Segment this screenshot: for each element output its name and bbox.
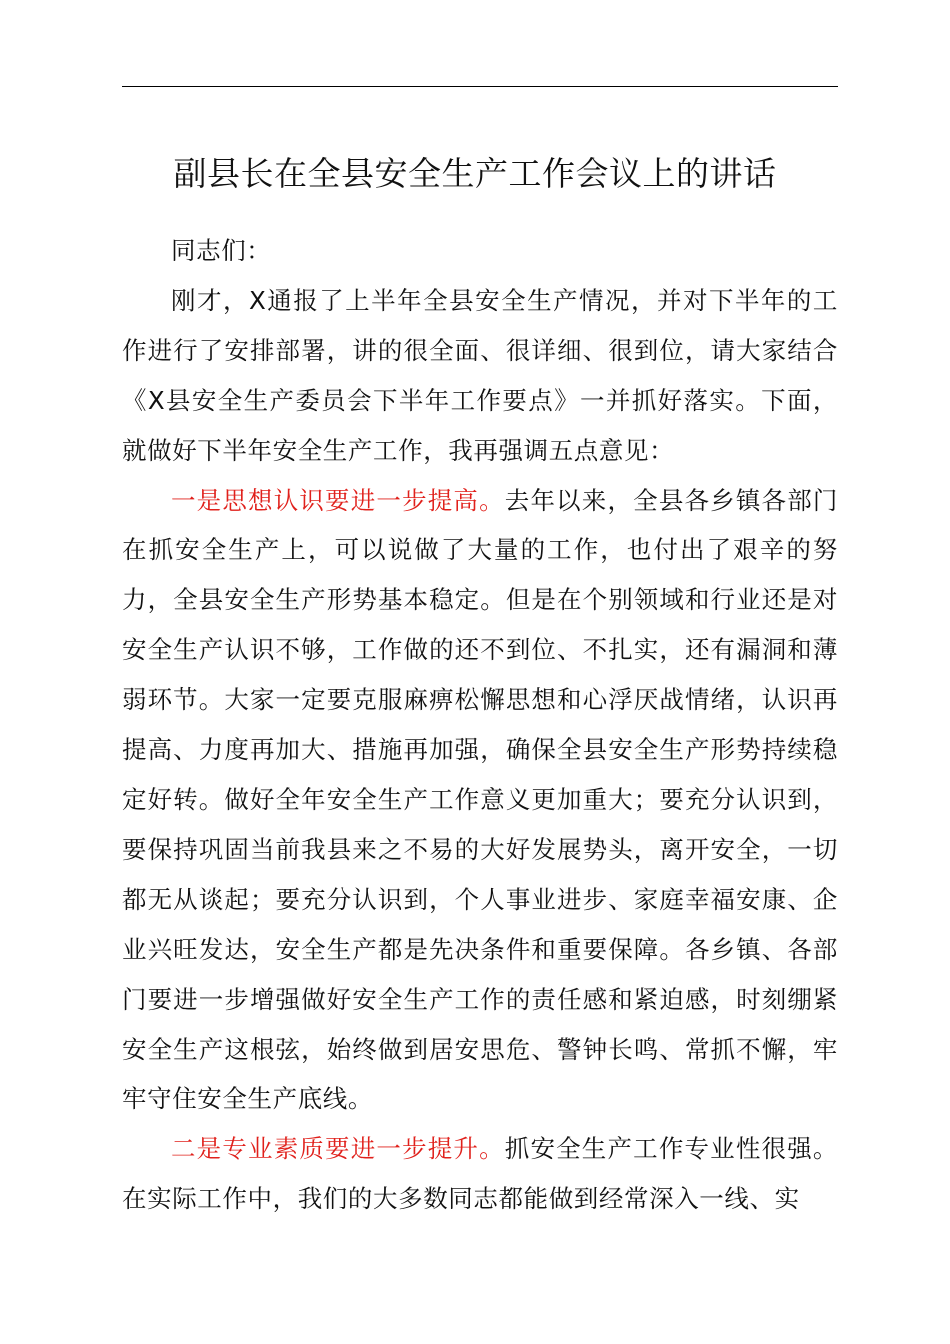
paragraph-text: 刚才，X通报了上半年全县安全生产情况，并对下半年的工作进行了安排部署，讲的很全面、很详细、很到位，请大家结合《X县安全生产委员会下半年工作要点》一并抓好落实。下面，就做好下半年安全生产工作，我再强调五点意见： — [122, 285, 838, 465]
paragraph-text: 抓安全生产工作专业性很强。在实际工作中，我们的大多数同志都能做到经常深入一线、实 — [122, 1134, 838, 1214]
header-rule — [122, 86, 838, 87]
salutation: 同志们： — [171, 236, 272, 265]
document-body — [122, 226, 838, 1224]
point-heading: 一是思想认识要进一步提高。 — [171, 485, 505, 515]
point-heading: 二是专业素质要进一步提升。 — [171, 1134, 505, 1164]
document-title: 副县长在全县安全生产工作会议上的讲话 — [173, 154, 777, 193]
paragraph-intro — [122, 276, 838, 476]
paragraph-point-two — [122, 1124, 838, 1224]
paragraph-text: 去年以来，全县各乡镇各部门在抓安全生产上，可以说做了大量的工作，也付出了艰辛的努力，全县安全生产形势基本稳定。但是在个别领域和行业还是对安全生产认识不够，工作做的还不到位、不扎实，还有漏洞和薄弱环节。大家一定要克服麻痹松懈思想和心浮厌战情绪，认识再提高、力度再加大、措施再加强，确保全县安全生产形势持续稳定好转。做好全年安全生产工作意义更加重大；要充分认识到，要保持巩固当前我县来之不易的大好发展势头，离开安全，一切都无从谈起；要充分认识到，个人事业进步、家庭幸福安康、企业兴旺发达，安全生产都是先决条件和重要保障。各乡镇、各部门要进一步增强做好安全生产工作的责任感和紧迫感，时刻绷紧安全生产这根弦，始终做到居安思危、警钟长鸣、常抓不懈，牢牢守住安全生产底线。 — [122, 485, 838, 1114]
paragraph-point-one — [122, 476, 838, 1125]
